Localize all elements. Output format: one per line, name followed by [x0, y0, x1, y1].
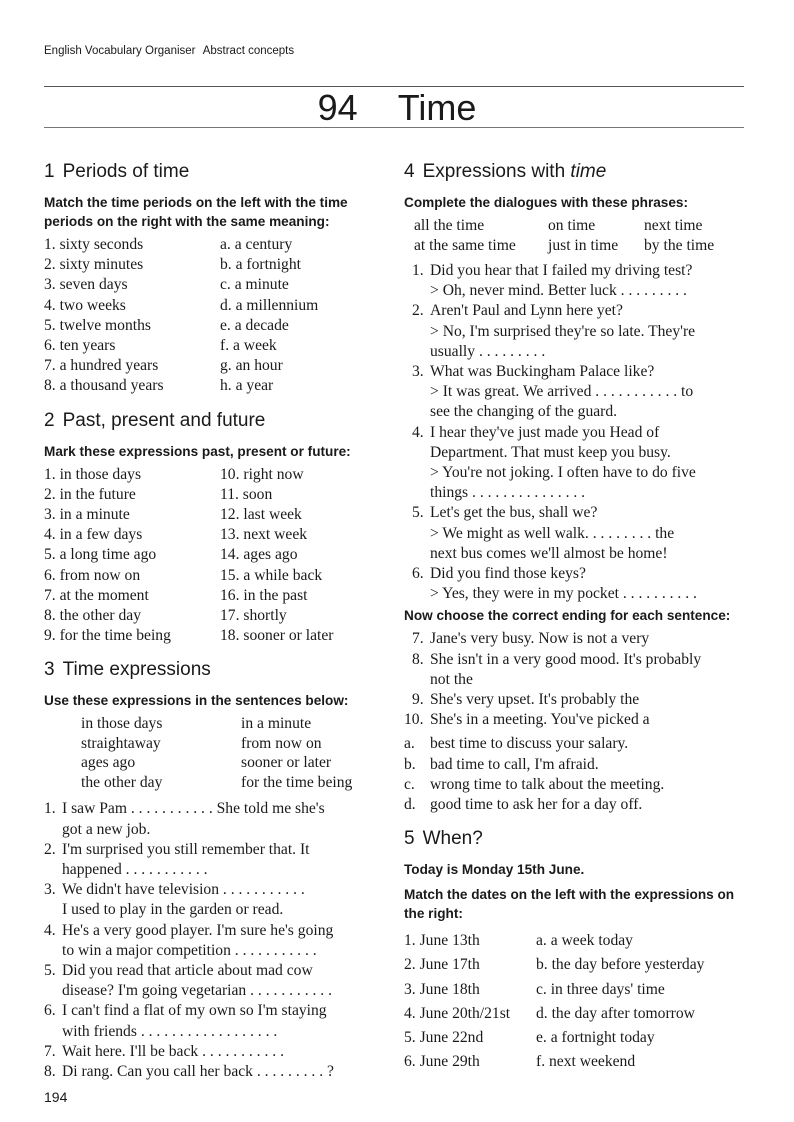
- sentence-item: 2. I'm surprised you still remember that. It happened . . . . . . . . . . .: [44, 840, 310, 879]
- today-note: Today is Monday 15th June.: [404, 862, 585, 878]
- phrase: at the same time: [414, 236, 516, 254]
- section-number: 2: [44, 409, 55, 431]
- list-item: 8. the other day: [44, 607, 141, 625]
- instruction-2: Now choose the correct ending for each sentence:: [404, 608, 731, 624]
- ending-item: b. bad time to call, I'm afraid.: [404, 755, 599, 773]
- phrase: all the time: [414, 217, 485, 234]
- sentence-item: 8. Di rang. Can you call her back . . . . . . . . . ?: [44, 1063, 334, 1081]
- phrase: the other day: [81, 773, 163, 791]
- list-item: b. the day before yesterday: [536, 956, 705, 974]
- section-number: 3: [44, 659, 55, 681]
- unit-number: 94: [317, 87, 358, 128]
- phrase: for the time being: [241, 773, 353, 791]
- phrase: on time: [548, 217, 596, 234]
- section-name: Abstract concepts: [202, 45, 295, 57]
- phrase: from now on: [241, 734, 322, 752]
- list-item: 3. in a minute: [44, 506, 130, 524]
- sentence-item: 9. She's very upset. It's probably the: [412, 691, 640, 709]
- sentence-item: 3. We didn't have television . . . . . . . . . . . I used to play in the garden or read.: [44, 881, 305, 919]
- phrase: straightaway: [81, 734, 161, 752]
- section-title: Expressions with: [422, 161, 566, 182]
- unit-name: Time: [397, 87, 477, 128]
- list-item: 7. a hundred years: [44, 357, 159, 375]
- list-item: 8. a thousand years: [44, 377, 164, 395]
- right-column: [404, 158, 750, 1075]
- title-rule: [44, 127, 744, 128]
- dialogue-item: 6. Did you find those keys? > Yes, they were in my pocket . . . . . . . . . .: [412, 565, 697, 603]
- list-item: e. a fortnight today: [536, 1029, 655, 1047]
- list-item: a. a century: [220, 236, 293, 253]
- list-item: c. a minute: [220, 276, 289, 294]
- list-item: 4. two weeks: [44, 296, 126, 314]
- dialogue-item: 1. Did you hear that I failed my driving test? > Oh, never mind. Better luck . . . . . . . . .: [412, 262, 693, 300]
- list-item: 4. in a few days: [44, 526, 143, 544]
- list-item: a. a week today: [536, 932, 633, 950]
- section-heading: [404, 825, 750, 853]
- list-item: c. in three days' time: [536, 980, 665, 998]
- list-item: 3. June 18th: [404, 980, 480, 998]
- ending-item: d. good time to ask her for a day off.: [404, 796, 643, 814]
- list-item: g. an hour: [220, 357, 283, 375]
- sentence-item: 4. He's a very good player. I'm sure he's going to win a major competition . . . . . . . . . . .: [44, 921, 334, 959]
- running-header: [44, 45, 294, 57]
- dialogue-item: 5. Let's get the bus, shall we? > We might as well walk. . . . . . . . . the next bus comes we'll almost be home!: [412, 504, 675, 562]
- list-item: 14. ages ago: [220, 546, 298, 564]
- phrase: in those days: [81, 715, 163, 733]
- list-item: b. a fortnight: [220, 256, 301, 274]
- section-past-present-future: [44, 407, 384, 647]
- instruction: Match the dates on the left with the expressions on the right:: [404, 887, 735, 922]
- section-expressions-with-time: [404, 158, 750, 815]
- phrase-box: [44, 714, 384, 792]
- left-column: [44, 158, 384, 1082]
- section-heading: [44, 407, 384, 435]
- page-number: 194: [44, 1089, 68, 1105]
- dialogue-item: 3. What was Buckingham Palace like? > It was great. We arrived . . . . . . . . . . . to see the changing of the guard.: [412, 363, 694, 421]
- list-item: 5. twelve months: [44, 316, 151, 334]
- section-title: When?: [422, 828, 483, 850]
- dialogue-list: [404, 261, 750, 604]
- instruction: Match the time periods on the left with the time periods on the right with the same meaning:: [44, 195, 348, 229]
- list-item: 18. sooner or later: [220, 627, 334, 645]
- sentence-item: 10. She's in a meeting. You've picked a: [404, 711, 650, 729]
- list-item: 1. sixty seconds: [44, 236, 144, 253]
- phrase: by the time: [644, 236, 715, 254]
- list-item: 15. a while back: [220, 566, 323, 584]
- matching-list: [44, 235, 384, 397]
- expression-list: [44, 465, 384, 647]
- header-rule: [44, 86, 744, 87]
- phrase: just in time: [548, 236, 619, 254]
- list-item: f. next weekend: [536, 1053, 636, 1071]
- section-time-expressions: [44, 656, 384, 1082]
- list-item: 2. in the future: [44, 485, 136, 503]
- section-periods-of-time: [44, 158, 384, 397]
- matching-list: [404, 929, 750, 1074]
- list-item: 4. June 20th/21st: [404, 1004, 511, 1022]
- list-item: e. a decade: [220, 316, 289, 334]
- section-number: 5: [404, 828, 415, 850]
- section-heading: [404, 158, 750, 186]
- list-item: 6. ten years: [44, 337, 116, 355]
- phrase: sooner or later: [241, 754, 332, 772]
- dialogue-item: 4. I hear they've just made you Head of Department. That must keep you busy. > You're not joking. I often have to do five things . . . . . . . . . . . . . . .: [412, 423, 696, 502]
- endings-list: [404, 734, 750, 815]
- list-item: 5. a long time ago: [44, 546, 157, 564]
- section-heading: [44, 656, 384, 684]
- list-item: 6. from now on: [44, 566, 141, 584]
- list-item: 2. June 17th: [404, 956, 480, 974]
- list-item: 2. sixty minutes: [44, 256, 144, 274]
- list-item: 16. in the past: [220, 586, 308, 604]
- unit-title: [0, 88, 794, 128]
- list-item: 5. June 22nd: [404, 1029, 484, 1047]
- section-number: 1: [44, 161, 55, 182]
- list-item: d. the day after tomorrow: [536, 1004, 695, 1022]
- list-item: 17. shortly: [220, 607, 287, 625]
- sentence-list: [44, 799, 384, 1082]
- phrase-box: [404, 216, 750, 255]
- section-number: 4: [404, 161, 415, 182]
- list-item: 1. in those days: [44, 465, 142, 483]
- list-item: 6. June 29th: [404, 1053, 480, 1071]
- dialogue-item: 2. Aren't Paul and Lynn here yet? > No, I'm surprised they're so late. They're usually . . . . . . . . .: [412, 302, 696, 360]
- sentence-item: 6. I can't find a flat of my own so I'm staying with friends . . . . . . . . . . . . . . . . . .: [44, 1002, 327, 1040]
- instruction: Use these expressions in the sentences below:: [44, 693, 349, 709]
- list-item: 1. June 13th: [404, 932, 480, 950]
- list-item: d. a millennium: [220, 296, 319, 314]
- section-title: Past, present and future: [62, 409, 266, 431]
- list-item: 10. right now: [220, 465, 304, 483]
- sentence-list: [404, 629, 750, 730]
- list-item: f. a week: [220, 337, 277, 355]
- section-when: [404, 825, 750, 1074]
- list-item: h. a year: [220, 377, 274, 395]
- list-item: 11. soon: [220, 485, 273, 503]
- list-item: 12. last week: [220, 506, 302, 524]
- sentence-item: 7. Jane's very busy. Now is not a very: [412, 630, 650, 648]
- list-item: 13. next week: [220, 526, 308, 544]
- sentence-item: 5. Did you read that article about mad cow disease? I'm going vegetarian . . . . . . . . . . .: [44, 962, 332, 1000]
- ending-item: a. best time to discuss your salary.: [404, 735, 629, 753]
- section-heading: [44, 158, 384, 186]
- sentence-item: 1. I saw Pam . . . . . . . . . . . She told me she's got a new job.: [44, 800, 325, 838]
- phrase: in a minute: [241, 715, 312, 733]
- list-item: 7. at the moment: [44, 586, 149, 604]
- instruction: Mark these expressions past, present or future:: [44, 443, 351, 459]
- phrase: ages ago: [81, 754, 136, 772]
- section-title: Time expressions: [62, 659, 211, 681]
- section-title: Periods of time: [62, 161, 190, 182]
- sentence-item: 8. She isn't in a very good mood. It's probably not the: [412, 650, 702, 688]
- book-title: English Vocabulary Organiser: [44, 45, 196, 57]
- ending-item: c. wrong time to talk about the meeting.: [404, 775, 665, 793]
- list-item: 9. for the time being: [44, 627, 171, 645]
- list-item: 3. seven days: [44, 276, 128, 294]
- phrase: next time: [644, 217, 703, 234]
- sentence-item: 7. Wait here. I'll be back . . . . . . . . . . .: [44, 1042, 284, 1060]
- section-title-emphasis: time: [570, 161, 607, 182]
- instruction: Complete the dialogues with these phrases:: [404, 195, 689, 210]
